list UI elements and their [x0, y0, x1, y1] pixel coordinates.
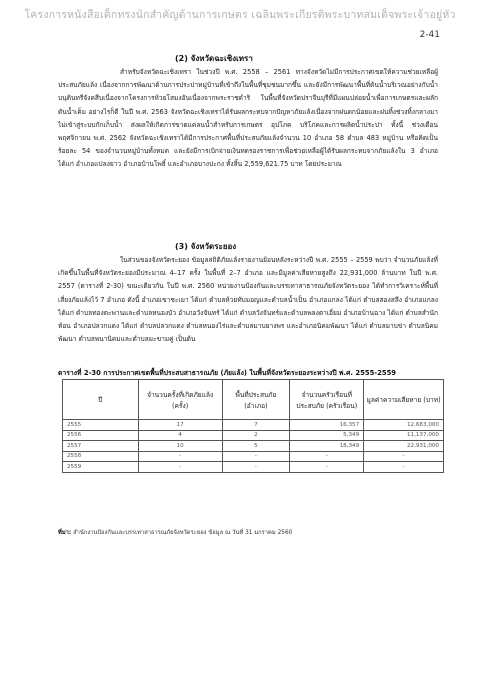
cell-damage: 11,137,000	[364, 430, 444, 441]
header-damage-value: มูลค่าความเสียหาย (บาท)	[364, 380, 444, 420]
cell-districts: 7	[222, 420, 290, 431]
cell-households: 18,349	[290, 441, 364, 452]
cell-damage: 12,683,000	[364, 420, 444, 431]
cell-drought-count: 17	[138, 420, 222, 431]
cell-drought-count: -	[138, 462, 222, 473]
table-source	[58, 527, 292, 537]
cell-drought-count: 4	[138, 430, 222, 441]
section-3-paragraph	[58, 254, 438, 346]
cell-damage: -	[364, 462, 444, 473]
header-affected-districts: พื้นที่ประสบภัย (อำเภอ)	[222, 380, 290, 420]
source-label: ที่มา:	[58, 530, 72, 536]
cell-drought-count: -	[138, 451, 222, 462]
table-header-row	[63, 380, 444, 420]
header-year: ปี	[63, 380, 139, 420]
cell-districts: -	[222, 451, 290, 462]
cell-households: 16,357	[290, 420, 364, 431]
table-row	[63, 420, 444, 431]
cell-districts: 5	[222, 441, 290, 452]
page-number: 2-41	[419, 30, 440, 40]
section-2-paragraph	[58, 66, 438, 172]
cell-year: 2559	[63, 462, 139, 473]
cell-households: -	[290, 451, 364, 462]
cell-households: 5,349	[290, 430, 364, 441]
section-2-text: สำหรับจังหวัดฉะเชิงเทรา ในช่วงปี พ.ศ. 2558 – 2561 ทางจังหวัดไม่มีการประกาศเขตให้ความช่วยเหลือผู้ประสบภัยแล้ง เนื่องจากการพัฒนาด้านการประปาหมู่บ้านที่เข้าถึงในพื้นที่ชุมชนมากขึ้น และยังมีการพัฒนาพื้นที่ต้นน้ำบริเวณอย่างกับน้ำบนุดินทรีจังคสีบเนื่องจากโครงการห้วยโสมงอันเนื่องจากพระราชดำริ ในพื้นที่จังหวัดปราจีนบุรีที่มีแผนปล่อยน้ำเพื่อการเกษตรและผลักดันน้ำเค็ม อย่างไรก็ดี ในปี พ.ศ. 2563 จังหวัดฉะเชิงเทราได้รับผลกระทบจากปัญหาภัยแล้งเนื่องจากฝนตกน้อยและฝนทิ้งช่วงทิ้งกลางมาไม่เข้าสู่ระบบกักเก็บน้ำ ส่งผลให้เกิดการขาดแคลนน้ำสำหรับการเกษตร อุปโภค บริโภคและการผลิตน้ำประปา ทั้งนี้ ช่วงเดือนพฤศจิกายน พ.ศ. 2562 จังหวัดฉะเชิงเทราได้มีการประกาศพื้นที่ประสบภัยแล้งจำนวน 10 อำเภอ 58 ตำบล 483 หมู่บ้าน หรือคิดเป็นร้อยละ 54 ของจำนวนหมู่บ้านทั้งหมด และยังมีการเบิกจ่ายเงินทดรองราชการเพื่อช่วยเหลือผู้ได้รับผลกระทบจากภัยแล้งใน 3 อำเภอ ได้แก่ อำเภอแปลงยาว อำเภอบ้านโพธิ์ และอำเภอบางปะกง ทั้งสิ้น 2,559,621.75 บาท โดยประมาณ	[58, 68, 438, 169]
table-row	[63, 462, 444, 473]
cell-districts: 2	[222, 430, 290, 441]
header-affected-households: จำนวนครัวเรือนที่ประสบภัย (ครัวเรือน)	[290, 380, 364, 420]
cell-districts: -	[222, 462, 290, 473]
source-text: สำนักงานป้องกันและบรรเทาสาธารณภัยจังหวัดระยอง ข้อมูล ณ วันที่ 31 มกราคม 2560	[73, 530, 293, 536]
section-2-title: (2) จังหวัดฉะเชิงเทรา	[175, 54, 253, 63]
table-caption: ตารางที่ 2-30 การประกาศเขตพื้นที่ประสบสาธารณภัย (ภัยแล้ง) ในพื้นที่จังหวัดระยองระหว่างปี พ.ศ. 2555-2559	[58, 369, 397, 377]
cell-year: 2556	[63, 430, 139, 441]
cell-damage: -	[364, 451, 444, 462]
cell-year: 2558	[63, 451, 139, 462]
table-row	[63, 451, 444, 462]
drought-table	[62, 379, 444, 473]
cell-year: 2555	[63, 420, 139, 431]
document-header: โครงการหนังสือเด็กทรงนักสำคัญด้านการเกษตร เฉลิมพระเกียรติพระบาทสมเด็จพระเจ้าอยู่หัว	[24, 9, 456, 21]
cell-year: 2557	[63, 441, 139, 452]
cell-drought-count: 10	[138, 441, 222, 452]
header-drought-count: จำนวนครั้งที่เกิดภัยแล้ง (ครั้ง)	[138, 380, 222, 420]
section-3-title: (3) จังหวัดระยอง	[175, 242, 237, 251]
table-row	[63, 430, 444, 441]
table-row	[63, 441, 444, 452]
section-3-text: ในส่วนของจังหวัดระยอง ข้อมูลสถิติภัยแล้งรายงานย้อนหลังระหว่างปี พ.ศ. 2555 – 2559 พบว่า จำนวนภัยแล้งที่เกิดขึ้นในพื้นที่จังหวัดระยองมีประมาณ 4–17 ครั้ง ในพื้นที่ 2–7 อำเภอ และมีมูลค่าเสียหายสูงถึง 22,931,000 ล้านบาท ในปี พ.ศ. 2557 (ตารางที่ 2-30) ขณะเดียวกัน ในปี พ.ศ. 2560 หน่วยงานป้องกันและบรรเทาสาธารณภัยจังหวัดระยอง ได้ทำการวิเคราะห์พื้นที่เสี่ยงภัยแล้งไว้ 7 อำเภอ ดังนี้ อำเภอเขาชะเมา ได้แก่ ตำบลห้วยทับมอญและตำบลน้ำเป็น อำเภอแกลง ได้แก่ ตำบลสองสลึง อำเภอแกลง ได้แก่ ตำบลทองตะพานและตำบลหนองบัว อำเภอวังจันทร์ ได้แก่ ตำบลวังจันทร์และตำบลพลงตาเอี่ยม อำเภอบ้านฉาง ได้แก่ ตำบลสำนักท้อน อำเภอปลวกแดง ได้แก่ ตำบลปลวกแดง ตำบลหนองไร่และตำบลมาบยางพร และอำเภอนิคมพัฒนา ได้แก่ ตำบลมาบข่า ตำบลนิคมพัฒนา ตำบลพนานิคมและตำบลมะขามคู่ เป็นต้น	[58, 256, 438, 344]
cell-damage: 22,931,000	[364, 441, 444, 452]
cell-households: -	[290, 462, 364, 473]
